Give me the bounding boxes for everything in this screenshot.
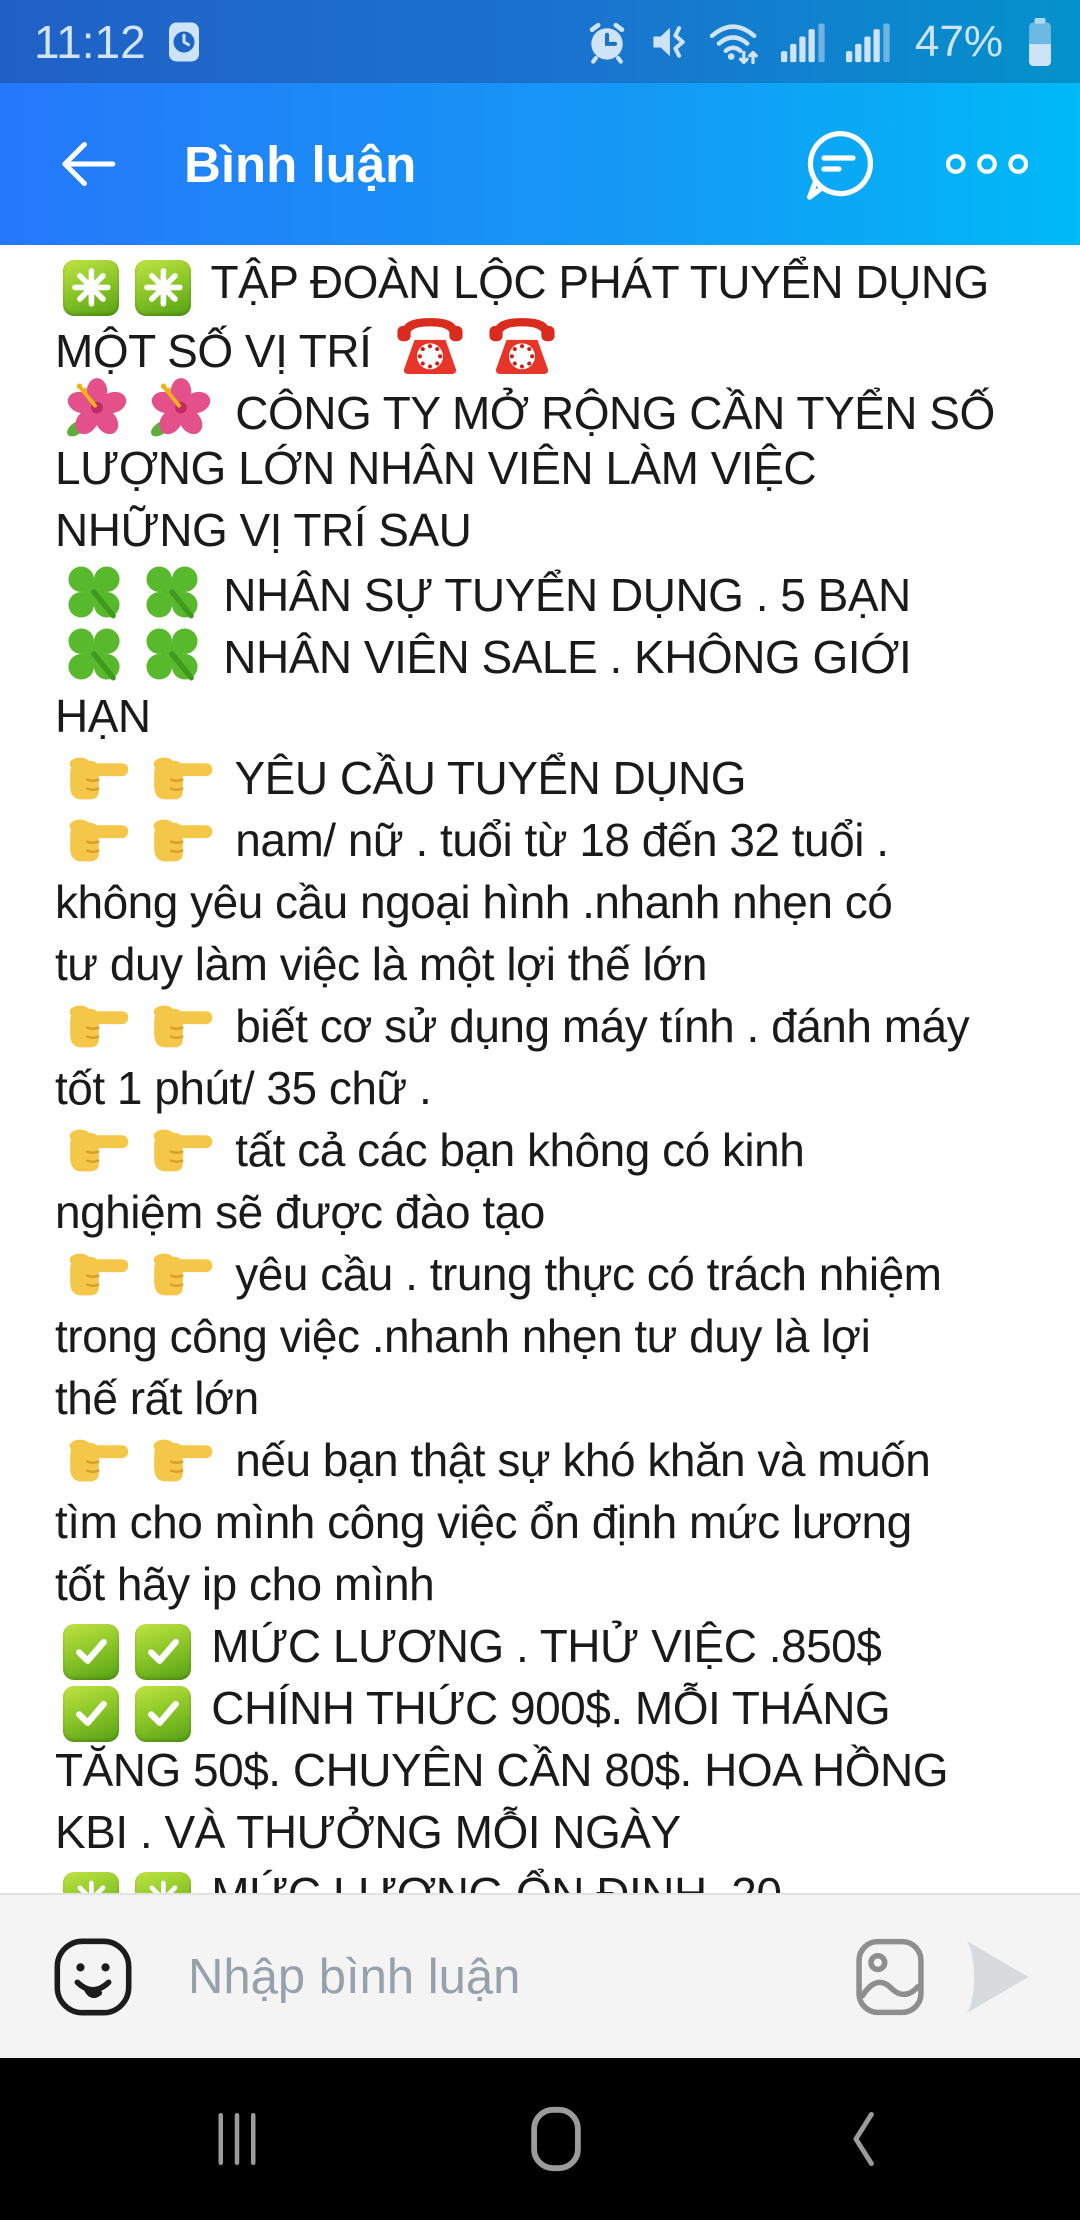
post-line <box>55 1119 1060 1181</box>
post-text: không yêu cầu ngoại hình .nhanh nhẹn có <box>55 876 893 928</box>
point-right-emoji <box>147 1244 215 1302</box>
check-emoji <box>63 1686 119 1742</box>
post-text: tốt hãy ip cho mình <box>55 1558 435 1610</box>
telephone-emoji <box>392 313 468 379</box>
app-header <box>0 83 1080 245</box>
point-right-emoji <box>147 1430 215 1488</box>
post-text: TĂNG 50$. CHUYÊN CẦN 80$. HOA HỒNG <box>55 1744 949 1796</box>
post-line <box>55 375 1060 437</box>
telephone-emoji <box>484 313 560 379</box>
post-text: nếu bạn thật sự khó khăn và muốn <box>223 1434 931 1486</box>
post-text: CÔNG TY MỞ RỘNG CẦN TYỂN SỐ <box>223 387 995 439</box>
post-text: yêu cầu . trung thực có trách nhiệm <box>223 1248 942 1300</box>
post-line <box>55 1367 1060 1429</box>
post-line <box>55 1181 1060 1243</box>
clover-emoji <box>63 561 125 623</box>
post-line <box>55 1615 1060 1677</box>
post-text: nghiệm sẽ được đào tạo <box>55 1186 545 1238</box>
send-icon[interactable] <box>960 1936 1034 2018</box>
post-line <box>55 499 1060 561</box>
check-emoji <box>135 1624 191 1680</box>
clover-emoji <box>141 561 203 623</box>
post-text: NHÂN VIÊN SALE . KHÔNG GIỚI <box>211 631 912 683</box>
post-text: trong công việc .nhanh nhẹn tư duy là lợi <box>55 1310 871 1362</box>
post-text: MỘT SỐ VỊ TRÍ <box>55 325 384 377</box>
comment-input[interactable] <box>186 1948 820 2006</box>
post-line <box>55 995 1060 1057</box>
post-text: NHÂN SỰ TUYỂN DỤNG . 5 BẠN <box>211 569 911 621</box>
post-line <box>55 623 1060 685</box>
post-line <box>55 933 1060 995</box>
post-line <box>55 437 1060 499</box>
post-text: NHỮNG VỊ TRÍ SAU <box>55 504 472 556</box>
clock-app-notification-icon <box>166 20 202 64</box>
post-line <box>55 251 1060 313</box>
post-line <box>55 313 1060 375</box>
post-line <box>55 1243 1060 1305</box>
image-icon[interactable] <box>850 1935 930 2019</box>
point-right-emoji <box>63 748 131 806</box>
post-line <box>55 685 1060 747</box>
post-text: nam/ nữ . tuổi từ 18 đến 32 tuổi . <box>223 814 889 866</box>
home-icon[interactable] <box>525 2104 587 2174</box>
battery-icon <box>1024 18 1056 66</box>
comment-post-text <box>0 245 1080 1893</box>
hibiscus-emoji <box>63 375 131 441</box>
post-line <box>55 871 1060 933</box>
point-right-emoji <box>147 996 215 1054</box>
post-text: tốt 1 phút/ 35 chữ . <box>55 1062 432 1114</box>
post-line <box>55 809 1060 871</box>
post-text: CHÍNH THỨC 900$. MỖI THÁNG <box>199 1682 891 1734</box>
point-right-emoji <box>63 996 131 1054</box>
wifi-updown-icon <box>708 19 762 65</box>
point-right-emoji <box>63 810 131 868</box>
android-nav-bar <box>0 2058 1080 2220</box>
asterisk-emoji <box>135 260 191 316</box>
signal-sim2-icon <box>844 20 892 64</box>
sticker-smiley-icon[interactable] <box>52 1936 134 2018</box>
post-text: tất cả các bạn không có kinh <box>223 1124 805 1176</box>
signal-sim1-icon <box>779 20 827 64</box>
recents-icon[interactable] <box>208 2109 266 2169</box>
back-arrow-icon[interactable] <box>56 132 120 196</box>
alarm-icon <box>584 19 630 65</box>
post-text: MỨC LƯƠNG . THỬ VIỆC .850$ <box>199 1620 882 1672</box>
check-emoji <box>135 1686 191 1742</box>
point-right-emoji <box>147 810 215 868</box>
comment-composer <box>0 1893 1080 2058</box>
post-line <box>55 1553 1060 1615</box>
mute-vibrate-icon <box>647 20 691 64</box>
post-line <box>55 1429 1060 1491</box>
back-nav-icon[interactable] <box>846 2108 880 2170</box>
hibiscus-emoji <box>147 375 215 441</box>
post-line <box>55 1739 1060 1801</box>
check-emoji <box>63 1624 119 1680</box>
point-right-emoji <box>63 1120 131 1178</box>
post-text: thế rất lớn <box>55 1372 259 1424</box>
post-text: TẬP ĐOÀN LỘC PHÁT TUYỂN DỤNG <box>199 256 989 308</box>
overflow-menu-icon[interactable] <box>944 152 1030 176</box>
post-line <box>55 1305 1060 1367</box>
point-right-emoji <box>147 748 215 806</box>
status-bar <box>0 0 1080 83</box>
post-text: HẠN <box>55 690 151 742</box>
post-line <box>55 1491 1060 1553</box>
battery-percent: 47% <box>914 16 1003 66</box>
point-right-emoji <box>63 1244 131 1302</box>
clover-emoji <box>141 623 203 685</box>
clover-emoji <box>63 623 125 685</box>
message-bubble-icon[interactable] <box>798 124 878 204</box>
post-line <box>55 1057 1060 1119</box>
point-right-emoji <box>63 1430 131 1488</box>
clock-time: 11:12 <box>34 15 146 68</box>
post-text: tìm cho mình công việc ổn định mức lương <box>55 1496 912 1548</box>
post-line <box>55 1801 1060 1863</box>
post-text: KBI . VÀ THƯỞNG MỖI NGÀY <box>55 1806 681 1858</box>
post-line <box>55 561 1060 623</box>
post-line <box>55 747 1060 809</box>
post-text: LƯỢNG LỚN NHÂN VIÊN LÀM VIỆC <box>55 442 817 494</box>
post-text: YÊU CẦU TUYỂN DỤNG <box>223 752 747 804</box>
asterisk-emoji <box>63 260 119 316</box>
page-title: Bình luận <box>184 135 417 193</box>
post-text: tư duy làm việc là một lợi thế lớn <box>55 938 707 990</box>
post-line <box>55 1677 1060 1739</box>
point-right-emoji <box>147 1120 215 1178</box>
post-text: biết cơ sử dụng máy tính . đánh máy <box>223 1000 970 1052</box>
